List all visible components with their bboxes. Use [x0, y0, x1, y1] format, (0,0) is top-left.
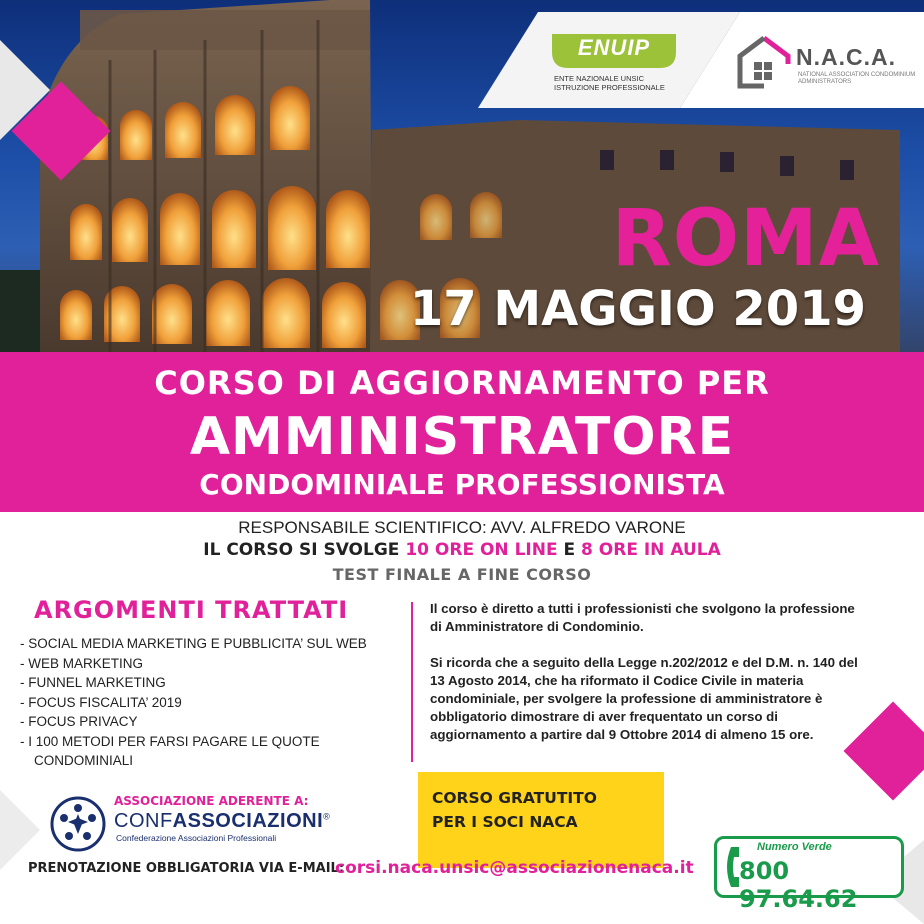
course-description	[430, 600, 870, 744]
association-name-light: CONF	[114, 810, 173, 832]
association-name-bold: ASSOCIAZIONI	[172, 810, 324, 832]
association-name	[114, 810, 330, 833]
topic-item: - SOCIAL MEDIA MARKETING E PUBBLICITA’ SUL WEB	[20, 636, 367, 651]
topic-item: - WEB MARKETING	[20, 655, 144, 671]
toll-free-label: Numero Verde	[757, 841, 832, 853]
course-format-conjunction: E	[557, 540, 582, 560]
confassociazioni-emblem	[50, 796, 106, 852]
event-city: ROMA	[611, 194, 880, 284]
free-course-line-2: PER I SOCI NACA	[432, 813, 578, 831]
topic-item: - I 100 METODI PER FARSI PAGARE LE QUOTE CONDOMINIALI	[20, 733, 320, 768]
course-format-classroom: 8 ORE IN AULA	[581, 540, 721, 560]
naca-logo-subtitle: NATIONAL ASSOCIATION CONDOMINIUM ADMINISTRATORS	[798, 72, 916, 85]
topic-item: - FOCUS FISCALITA’ 2019	[20, 694, 182, 710]
scientific-lead: RESPONSABILE SCIENTIFICO: AVV. ALFREDO VARONE	[238, 518, 686, 537]
description-paragraph-1: Il corso è diretto a tutti i professionisti che svolgono la professione di Amministratore di Condominio.	[430, 601, 855, 634]
enuip-logo-subtitle: ENTE NAZIONALE UNSIC ISTRUZIONE PROFESSIONALE	[554, 74, 665, 92]
toll-free-number[interactable]: 800 97.64.62	[739, 857, 858, 913]
confassociazioni-logo	[46, 790, 346, 854]
column-divider	[411, 602, 413, 762]
enuip-logo-name: ENUIP	[577, 35, 651, 60]
topics-heading: ARGOMENTI TRATTATI	[34, 596, 349, 624]
course-format	[0, 540, 924, 560]
enuip-logo	[548, 30, 680, 100]
description-paragraph-2: Si ricorda che a seguito della Legge n.202/2012 e del D.M. n. 140 del 13 Agosto 2014, che ha riformato il Codice Civile in materia condominiale, per svolgere la professione di amministratore è obbligatorio dimostrare di aver frequentato un corso di aggiornamento a partire dal 9 Ottobre 2014 di almeno 15 ore.	[430, 655, 858, 742]
naca-logo	[734, 32, 920, 96]
event-date: 17 MAGGIO 2019	[409, 281, 866, 337]
course-title-line-2: AMMINISTRATORE	[189, 407, 735, 467]
naca-logo-name: N.A.C.A.	[796, 44, 896, 70]
course-format-prefix: IL CORSO SI SVOLGE	[203, 540, 406, 560]
free-course-line-1: CORSO GRATUTITO	[432, 789, 597, 807]
topic-item: - FOCUS PRIVACY	[20, 714, 138, 729]
booking-email-link[interactable]: corsi.naca.unsic@associazionenaca.it	[335, 858, 694, 878]
association-label: ASSOCIAZIONE ADERENTE A:	[114, 794, 309, 808]
booking-label: PRENOTAZIONE OBBLIGATORIA VIA E-MAIL:	[28, 861, 345, 876]
course-title-line-3: CONDOMINIALE PROFESSIONISTA	[199, 468, 725, 501]
course-title-line-1: CORSO DI AGGIORNAMENTO PER	[154, 364, 770, 402]
house-icon	[734, 34, 794, 94]
topic-item: - FUNNEL MARKETING	[20, 675, 166, 690]
hero-banner	[0, 0, 924, 352]
association-subtitle: Confederazione Associazioni Professionali	[116, 833, 277, 843]
free-course-box	[418, 772, 664, 868]
course-title-band	[0, 352, 924, 512]
course-format-online: 10 ORE ON LINE	[405, 540, 558, 560]
final-test-note: TEST FINALE A FINE CORSO	[332, 565, 592, 584]
toll-free-number-box[interactable]	[714, 836, 904, 913]
association-trademark: ®	[323, 811, 331, 822]
free-course-text	[432, 786, 597, 834]
topics-list	[20, 634, 406, 771]
booking-line	[28, 858, 694, 882]
